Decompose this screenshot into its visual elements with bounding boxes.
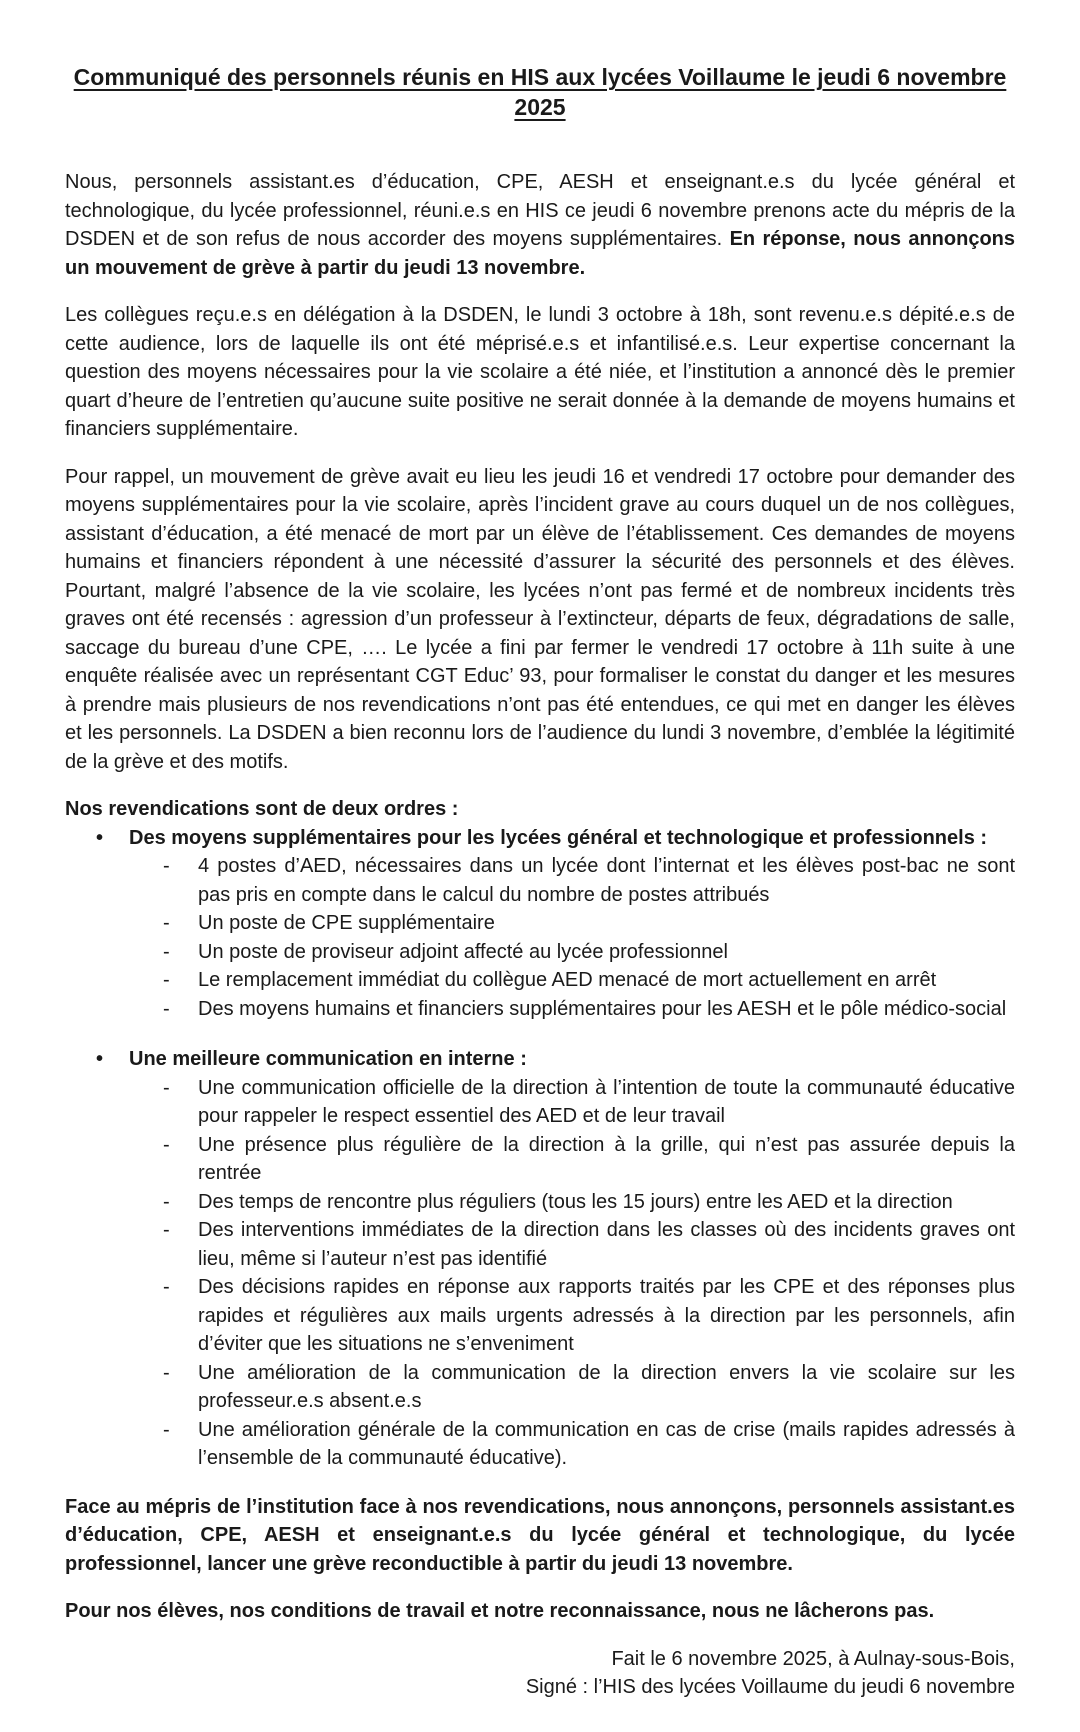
list-item-text: Des interventions immédiates de la direction dans les classes où des incidents graves ont lieu, même si l’auteur n’est pas identifié bbox=[198, 1219, 1015, 1270]
signature-signed: Signé : l’HIS des lycées Voillaume du jeudi 6 novembre bbox=[525, 1676, 1015, 1698]
list-item bbox=[65, 1416, 1015, 1473]
dash-marker: - bbox=[163, 1361, 170, 1384]
dash-marker: - bbox=[163, 940, 170, 963]
list-item-text: Un poste de proviseur adjoint affecté au lycée professionnel bbox=[198, 940, 728, 963]
dash-marker: - bbox=[163, 1190, 170, 1213]
list-item bbox=[65, 995, 1015, 1024]
list-item-text: Une amélioration de la communication de la direction envers la vie scolaire sur les professeur.e.s absent.e.s bbox=[198, 1361, 1015, 1412]
signature-date: Fait le 6 novembre 2025, à Aulnay-sous-Bois, bbox=[611, 1647, 1015, 1670]
list-item-text: Des temps de rencontre plus réguliers (tous les 15 jours) entre les AED et la direction bbox=[198, 1190, 953, 1213]
list-item-text: Une amélioration générale de la communication en cas de crise (mails rapides adressés à l’ensemble de la communauté éducative). bbox=[198, 1418, 1015, 1469]
list-item bbox=[65, 1216, 1015, 1273]
paragraph-intro bbox=[65, 168, 1015, 282]
conclusion-paragraph: Face au mépris de l’institution face à nos revendications, nous annonçons, personnels assistant.es d’éducation, CPE, AESH et enseignant.e.s du lycée général et technologique, du lycée professionnel, lancer une grève reconductible à partir du jeudi 13 novembre. bbox=[65, 1495, 1015, 1575]
list-item-text: Un poste de CPE supplémentaire bbox=[198, 912, 495, 934]
signature-block bbox=[65, 1645, 1015, 1702]
bullet-group-communication-label: Une meilleure communication en interne : bbox=[129, 1048, 527, 1070]
list-item-text: Une communication officielle de la direction à l’intention de toute la communauté éducative pour rappeler le respect essentiel des AED et de leur travail bbox=[198, 1076, 1015, 1127]
list-item-text: Des décisions rapides en réponse aux rapports traités par les CPE et des réponses plus rapides et régulières aux mails urgents adressés à la direction par les personnels, afin d’éviter que les situations ne s’enveniment bbox=[198, 1276, 1015, 1355]
dash-marker: - bbox=[163, 1418, 170, 1441]
list-item bbox=[65, 938, 1015, 967]
bullet-group-moyens bbox=[65, 824, 1015, 1024]
bullet-group-moyens-label-row bbox=[65, 824, 1015, 853]
list-item bbox=[65, 1188, 1015, 1217]
list-item bbox=[65, 1273, 1015, 1359]
dash-marker: - bbox=[163, 855, 170, 877]
dash-marker: - bbox=[163, 1133, 170, 1156]
dash-marker: - bbox=[163, 1219, 170, 1241]
bullet-group-communication bbox=[65, 1045, 1015, 1473]
document-title: Communiqué des personnels réunis en HIS aux lycées Voillaume le jeudi 6 novembre 2025 bbox=[73, 64, 1007, 120]
paragraph-delegation: Les collègues reçu.e.s en délégation à la DSDEN, le lundi 3 octobre à 18h, sont revenu.e.s dépité.e.s de cette audience, lors de laquelle ils ont été méprisé.e.s et infantilisé.e.s. Leur expertise concernant la question des moyens nécessaires pour la vie scolaire a été niée, et l’institution a annoncé dès le premier quart d’heure de l’entretien qu’aucune suite positive ne serait donnée à la demande de moyens humains et financiers supplémentaire. bbox=[65, 304, 1015, 440]
list-item-text: Le remplacement immédiat du collègue AED menacé de mort actuellement en arrêt bbox=[198, 969, 937, 991]
slogan-paragraph: Pour nos élèves, nos conditions de travail et notre reconnaissance, nous ne lâcherons pas. bbox=[65, 1600, 935, 1622]
dash-marker: - bbox=[163, 997, 170, 1020]
dash-marker: - bbox=[163, 1276, 170, 1298]
paragraph-intro-bold: En réponse, nous annonçons un mouvement de grève à partir du jeudi 13 novembre. bbox=[65, 228, 1016, 279]
list-item bbox=[65, 966, 1015, 995]
list-item bbox=[65, 909, 1015, 938]
list-item-text: 4 postes d’AED, nécessaires dans un lycée dont l’internat et les élèves post-bac ne sont pas pris en compte dans le calcul du nombre de postes attribués bbox=[198, 855, 1015, 906]
list-item bbox=[65, 1131, 1015, 1188]
bullet-marker: • bbox=[96, 826, 104, 849]
paragraph-intro-regular: Nous, personnels assistant.es d’éducation, CPE, AESH et enseignant.e.s du lycée général et technologique, du lycée professionnel, réuni.e.s en HIS ce jeudi 6 novembre prenons acte du mépris de la DSDEN et de son refus de nous accorder des moyens supplémentaires. bbox=[65, 171, 1015, 250]
bullet-group-communication-label-row bbox=[65, 1045, 1015, 1074]
paragraph-rappel: Pour rappel, un mouvement de grève avait eu lieu les jeudi 16 et vendredi 17 octobre pour demander des moyens supplémentaires pour la vie scolaire, après l’incident grave au cours duquel un de nos collègues, assistant d’éducation, a été menacé de mort par un élève de l’établissement. Ces demandes de moyens humains et financiers répondent à une nécessité d’assurer la sécurité des personnels et des élèves. Pourtant, malgré l’absence de la vie scolaire, les lycées n’ont pas fermé et de nombreux incidents très graves ont été recensés : agression d’un professeur à l’extincteur, départs de feux, dégradations de salle, saccage du bureau d’une CPE, …. Le lycée a fini par fermer le vendredi 17 octobre à 11h suite à une enquête réalisée avec un représentant CGT Educ’ 93, pour formaliser le constat du danger et les mesures à prendre mais plusieurs de nos revendications n’ont pas été entendues, ce qui met en danger les élèves et les personnels. La DSDEN a bien reconnu lors de l’audience du lundi 3 novembre, d’emblée la légitimité de la grève et des motifs. bbox=[65, 465, 1015, 773]
list-item bbox=[65, 852, 1015, 909]
dash-marker: - bbox=[163, 912, 170, 934]
revendications-heading: Nos revendications sont de deux ordres : bbox=[65, 798, 459, 820]
list-item bbox=[65, 1359, 1015, 1416]
list-item bbox=[65, 1074, 1015, 1131]
bullet-group-moyens-label: Des moyens supplémentaires pour les lycées général et technologique et professionnels : bbox=[129, 826, 988, 849]
list-item-text: Des moyens humains et financiers supplémentaires pour les AESH et le pôle médico-social bbox=[198, 997, 1007, 1020]
list-item-text: Une présence plus régulière de la direction à la grille, qui n’est pas assurée depuis la rentrée bbox=[198, 1133, 1015, 1184]
bullet-marker: • bbox=[96, 1048, 104, 1070]
dash-marker: - bbox=[163, 969, 170, 991]
dash-marker: - bbox=[163, 1076, 170, 1099]
